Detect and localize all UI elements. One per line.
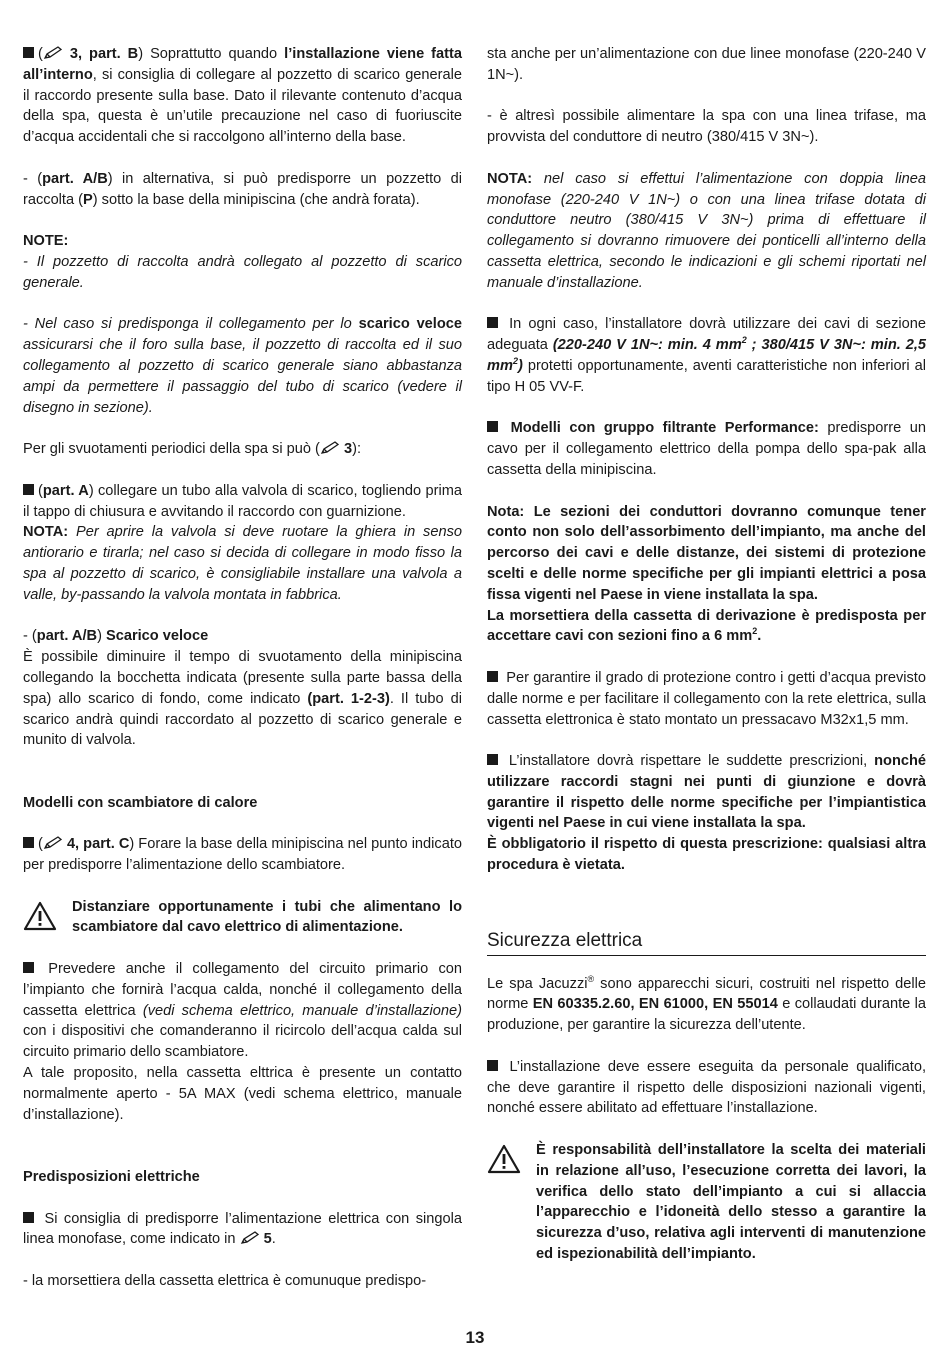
note-item-2: - Nel caso si predisponga il collegamento per lo scarico veloce assicurarsi che il foro sulla base, il pozzetto di raccolta ed il suo collegamento al pozzetto di scarico generale siano abbastanza ampi da permettere il passaggio del tubo di scarico (vedere il disegno in sezione).	[23, 316, 462, 416]
paragraph-single-phase: Si consiglia di predisporre l’alimentazione elettrica con singola linea monofase, come indicato in 5.	[23, 1210, 463, 1248]
right-column	[487, 44, 926, 1286]
pencil-icon	[240, 1231, 260, 1245]
heading-electrical-setup: Predisposizioni elettriche	[23, 1169, 200, 1186]
paragraph-heat-exchanger: ( 4, part. C) Forare la base della minipiscina nel punto indicato per predisporre l’alimentazione dello scambiatore.	[23, 836, 462, 874]
black-square-icon	[23, 1212, 34, 1223]
paragraph-cable-section: In ogni caso, l’installatore dovrà utilizzare dei cavi di sezione adeguata (220-240 V 1N~: min. 4 $mm^2$ ; 380/415 V 3N~: min. 2,5 $mm^2$) protetti opportunamente, aventi caratteristiche non inferiori al tipo H 05 VV-F.	[487, 316, 927, 395]
pencil-icon	[43, 46, 63, 60]
black-square-icon	[487, 754, 498, 765]
paragraph-performance: Modelli con gruppo filtrante Performance: predisporre un cavo per il collegamento elettrico della pompa dello spa-pak alla cassetta della minipiscina.	[487, 420, 926, 478]
warning-triangle-icon	[487, 1144, 521, 1174]
paragraph-contact: A tale proposito, nella cassetta elttrica è presente un contatto normalmente aperto - 5A MAX (vedi schema elettrico, manuale d’installazione).	[23, 1065, 462, 1123]
paragraph-periodic-emptying: Per gli svuotamenti periodici della spa si può ( 3):	[23, 441, 362, 458]
black-square-icon	[23, 962, 34, 973]
black-square-icon	[487, 421, 498, 432]
paragraph-terminal-board: - la morsettiera della cassetta elettrica è comunuque predispo-	[23, 1273, 427, 1290]
fast-drain-heading: - (part. A/B) Scarico veloce	[23, 628, 209, 645]
black-square-icon	[487, 1060, 498, 1071]
paragraph-three-phase: - è altresì possibile alimentare la spa con una linea trifase, ma provvista del conduttore di neutro (380/415 V 3N~).	[487, 108, 926, 146]
section-title-electrical-safety: Sicurezza elettrica	[487, 929, 926, 956]
warning-box-responsibility: È responsabilità dell’installatore la scelta dei materiali in relazione all’uso, l’esecuzione corretta dei lavori, la verifica dello stato dell’impianto a cui si allaccia l’apparecchio e l’idoneità dello stesso a garantire la sicurezza d’uso, relativa agli interventi di manutenzione ed ispezionabilità dell’impianto.	[487, 1140, 926, 1265]
warning-box-pipes: Distanziare opportunamente i tubi che alimentano lo scambiatore dal cavo elettrico di alimentazione.	[23, 897, 462, 939]
paragraph-mandatory: È obbligatorio il rispetto di questa prescrizione: qualsiasi altra procedura è vietata.	[487, 836, 926, 874]
paragraph-drain-base: ( 3, part. B) Soprattutto quando l’installazione viene fatta all’interno, si consiglia di collegare al pozzetto di scarico generale il raccordo presente sulla base. Dato il rilevante contenuto d’acqua della spa, questa è un’utile precauzione nel caso di fuoriuscite d’acqua accidentali che si raccolgono all’interno della base.	[23, 46, 462, 146]
black-square-icon	[23, 47, 34, 58]
warning-triangle-icon	[23, 901, 57, 931]
paragraph-installer-rules: L’installatore dovrà rispettare le suddette prescrizioni, nonché utilizzare raccordi stagni nei punti di giunzione e dovrà garantire il rispetto delle norme specifiche per l’impiantistica vigenti nel Paese in cui viene installata la spa.	[487, 753, 926, 832]
paragraph-qualified-staff: L’installazione deve essere eseguita da personale qualificato, che deve garantire il rispetto delle disposizioni nazionali vigenti, nonché essere abilitato ad effettuare l’installazione.	[487, 1058, 927, 1117]
paragraph-cable-gland: Per garantire il grado di protezione contro i getti d’acqua previsto dalle norme e per facilitare il collegamento con la rete elettrica, sulla cassetta elettronica è stato montato un pressacavo M32x1,5 mm.	[487, 669, 926, 728]
notes-heading: NOTE:	[23, 233, 69, 250]
paragraph-collection-well: - (part. A/B) in alternativa, si può predisporre un pozzetto di raccolta (P) sotto la base della minipiscina (che andrà forata).	[23, 170, 462, 208]
paragraph-two-lines: sta anche per un’alimentazione con due linee monofase (220-240 V 1N~).	[487, 46, 926, 83]
black-square-icon	[23, 837, 34, 848]
paragraph-jacuzzi-safety: Le spa Jacuzzi® sono apparecchi sicuri, costruiti nel rispetto delle norme EN 60335.2.60, EN 61000, EN 55014 e collaudati durante la produzione, per garantire la sicurezza dell’utente.	[487, 973, 927, 1034]
nota-valve: NOTA: Per aprire la valvola si deve ruotare la ghiera in senso antiorario e tirarla; nel caso si decida di collegare in modo fisso la spa al pozzetto di scarico, è consigliabile installare una valvola a valle, by-passando la valvola montata in fabbrica.	[23, 524, 462, 603]
nota-jumpers: NOTA: nel caso si effettui l’alimentazione con doppia linea monofase (220-240 V 1N~) o con una linea trifase dotata di conduttore neutro (380/415 V 3N~) prima di effettuare il collegamento si dovranno rimuovere dei ponticelli all’interno della cassetta elettrica, secondo le indicazioni e gli schemi riportati nel manuale d’installazione.	[487, 170, 926, 291]
note-item-1: - Il pozzetto di raccolta andrà collegato al pozzetto di scarico generale.	[23, 253, 462, 291]
page-number: 13	[465, 1328, 485, 1347]
paragraph-fast-drain: È possibile diminuire il tempo di svuotamento della minipiscina collegando la bocchetta indicata (presente sulla parte bassa della spa) allo scarico di fondo, come indicato (part. 1-2-3). Il tubo di scarico andrà quindi raccordato al pozzetto di scarico generale e munito di valvola.	[23, 649, 462, 749]
black-square-icon	[23, 484, 34, 495]
paragraph-terminal-6mm: La morsettiera della cassetta di derivazione è predisposta per accettare cavi con sezioni fino a 6 $mm^2$.	[487, 607, 926, 645]
black-square-icon	[487, 671, 498, 682]
left-column	[23, 44, 462, 1313]
paragraph-drain-valve: (part. A) collegare un tubo alla valvola di scarico, togliendo prima il tappo di chiusura e avvitando il raccordo con guarnizione.	[23, 482, 462, 520]
pencil-icon	[320, 441, 340, 455]
paragraph-primary-circuit: Prevedere anche il collegamento del circuito primario con l’impianto che fornirà l’acqua calda, nonché il collegamento della cassetta elettrica (vedi schema elettrico, manuale d’installazione) con i dispositivi che comanderanno il ricircolo dell’acqua calda sul circuito primario dello scambiatore.	[23, 961, 463, 1061]
black-square-icon	[487, 317, 498, 328]
heading-heat-exchanger: Modelli con scambiatore di calore	[23, 794, 258, 811]
nota-conductors: Nota: Le sezioni dei conduttori dovranno comunque tener conto non solo dell’assorbimento dell’impianto, ma anche del percorso dei cavi e delle distanze, dei sistemi di protezione scelti e delle norme specifiche per gli impianti elettrici a posa fissa vigenti nel Paese in viene installata la spa.	[487, 503, 926, 603]
pencil-icon	[43, 836, 63, 850]
